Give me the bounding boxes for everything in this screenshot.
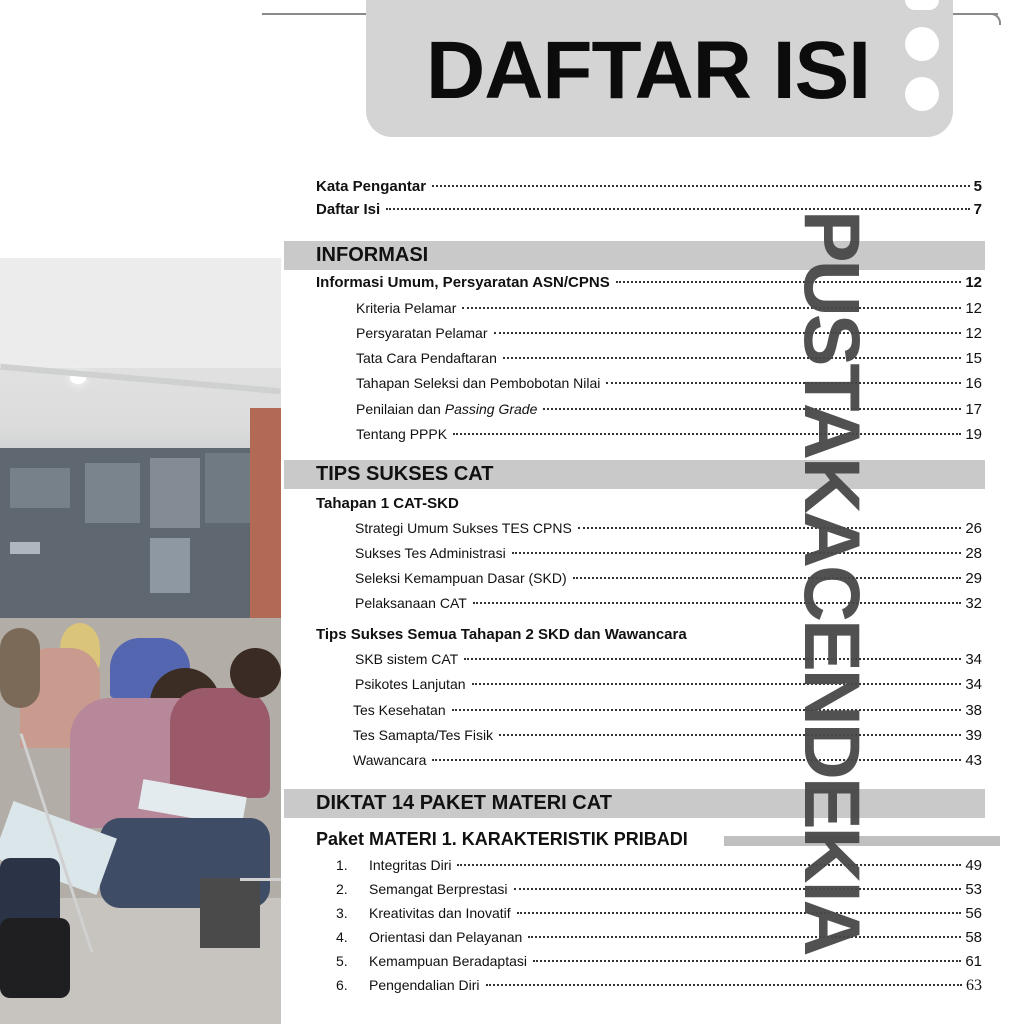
subsection-heading: Tips Sukses Semua Tahapan 2 SKD dan Wawancara bbox=[316, 626, 687, 643]
item-number: 6. bbox=[336, 977, 348, 993]
item-number: 5. bbox=[336, 953, 348, 969]
item-number: 4. bbox=[336, 929, 348, 945]
page-title: DAFTAR ISI bbox=[426, 25, 871, 116]
dot-leader bbox=[503, 357, 961, 359]
toc-row[interactable]: Pengendalian Diri 63 bbox=[369, 977, 982, 994]
dot-leader bbox=[517, 912, 962, 914]
item-number: 2. bbox=[336, 881, 348, 897]
toc-row[interactable]: Psikotes Lanjutan 34 bbox=[355, 676, 982, 693]
toc-row[interactable]: Daftar Isi 7 bbox=[316, 201, 982, 218]
dot-leader bbox=[528, 936, 961, 938]
toc-row[interactable]: Persyaratan Pelamar 12 bbox=[356, 325, 982, 342]
dot-leader bbox=[452, 709, 962, 711]
dot-leader bbox=[472, 683, 962, 685]
toc-row[interactable]: Integritas Diri 49 bbox=[369, 857, 982, 874]
dot-leader bbox=[578, 527, 962, 529]
dot-leader bbox=[606, 382, 961, 384]
toc-row[interactable]: Seleksi Kemampuan Dasar (SKD) 29 bbox=[355, 570, 982, 587]
dot-leader bbox=[499, 734, 961, 736]
dot-leader bbox=[473, 602, 962, 604]
paket-heading: Paket MATERI 1. KARAKTERISTIK PRIBADI bbox=[316, 829, 688, 849]
dot-leader bbox=[512, 552, 962, 554]
item-number: 3. bbox=[336, 905, 348, 921]
toc-row[interactable]: Tentang PPPK 19 bbox=[356, 426, 982, 443]
section-heading: DIKTAT 14 PAKET MATERI CAT bbox=[316, 792, 612, 814]
subsection-heading: Tahapan 1 CAT-SKD bbox=[316, 495, 459, 512]
dot-leader bbox=[457, 864, 961, 866]
toc-row[interactable]: Kreativitas dan Inovatif 56 bbox=[369, 905, 982, 922]
watermark: PUSTAKACENDEKIA bbox=[788, 210, 877, 954]
toc-row[interactable]: Pelaksanaan CAT 32 bbox=[355, 595, 982, 612]
toc-row[interactable]: Tes Samapta/Tes Fisik 39 bbox=[353, 727, 982, 744]
toc-row[interactable]: Kata Pengantar 5 bbox=[316, 178, 982, 195]
dot-leader bbox=[464, 658, 961, 660]
toc-row[interactable]: Penilaian dan Passing Grade 17 bbox=[356, 401, 982, 418]
dot-leader bbox=[386, 208, 969, 210]
toc-row[interactable]: Semangat Berprestasi 53 bbox=[369, 881, 982, 898]
toc-row[interactable]: Kriteria Pelamar 12 bbox=[356, 300, 982, 317]
item-number: 1. bbox=[336, 857, 348, 873]
section-heading: INFORMASI bbox=[316, 244, 429, 266]
toc-row[interactable]: Strategi Umum Sukses TES CPNS 26 bbox=[355, 520, 982, 537]
toc-row[interactable]: Informasi Umum, Persyaratan ASN/CPNS 12 bbox=[316, 274, 982, 291]
dot-leader bbox=[432, 185, 970, 187]
dot-leader bbox=[486, 984, 962, 986]
toc-row[interactable]: Tes Kesehatan 38 bbox=[353, 702, 982, 719]
toc-row[interactable]: SKB sistem CAT 34 bbox=[355, 651, 982, 668]
dot-leader bbox=[573, 577, 962, 579]
section-heading: TIPS SUKSES CAT bbox=[316, 463, 494, 485]
dot-leader bbox=[533, 960, 961, 962]
dot-leader bbox=[453, 433, 961, 435]
toc-row[interactable]: Tahapan Seleksi dan Pembobotan Nilai 16 bbox=[356, 375, 982, 392]
toc-row[interactable]: Sukses Tes Administrasi 28 bbox=[355, 545, 982, 562]
dot-leader bbox=[432, 759, 961, 761]
toc-row[interactable]: Wawancara 43 bbox=[353, 752, 982, 769]
toc-row[interactable]: Orientasi dan Pelayanan 58 bbox=[369, 929, 982, 946]
dot-leader bbox=[543, 408, 961, 410]
dot-leader bbox=[514, 888, 962, 890]
dot-leader bbox=[494, 332, 962, 334]
dot-leader bbox=[462, 307, 961, 309]
toc-row[interactable]: Kemampuan Beradaptasi 61 bbox=[369, 953, 982, 970]
toc-row[interactable]: Tata Cara Pendaftaran 15 bbox=[356, 350, 982, 367]
